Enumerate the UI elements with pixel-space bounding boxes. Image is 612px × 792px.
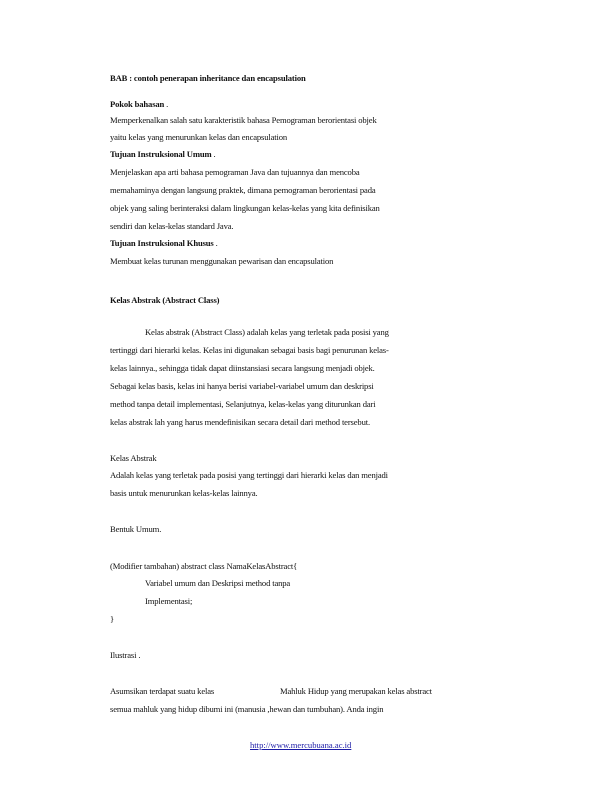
chapter-heading: BAB : contoh penerapan inheritance dan encapsulation — [110, 73, 306, 83]
code-line: } — [110, 614, 114, 624]
pokok-bahasan-line: yaitu kelas yang menurunkan kelas dan encapsulation — [110, 132, 288, 142]
footer-link[interactable]: http://www.mercubuana.ac.id — [250, 740, 352, 750]
tujuan-umum-line: memahaminya dengan langsung praktek, dimana pemograman berorientasi pada — [110, 185, 376, 195]
pokok-bahasan-heading — [110, 99, 168, 109]
tujuan-umum-line: sendiri dan kelas-kelas standard Java. — [110, 221, 234, 231]
paragraph-line: Sebagai kelas basis, kelas ini hanya berisi variabel-variabel umum dan deskripsi — [110, 381, 374, 391]
kelas-abstrak-line: basis untuk menurunkan kelas-kelas lainnya. — [110, 488, 258, 498]
paragraph-line: kelas lainnya., sehingga tidak dapat diinstansiasi secara langsung menjadi objek. — [110, 363, 375, 373]
pokok-bahasan-label: Pokok bahasan — [110, 99, 165, 109]
tujuan-khusus-line: Membuat kelas turunan menggunakan pewarisan dan encapsulation — [110, 256, 334, 266]
paragraph-line: tertinggi dari hierarki kelas. Kelas ini digunakan sebagai basis bagi penurunan kelas- — [110, 345, 389, 355]
asumsi-line — [110, 686, 432, 696]
tujuan-umum-heading — [110, 149, 216, 159]
asumsi-part2: Mahluk Hidup yang merupakan kelas abstract — [280, 686, 432, 696]
paragraph-line: kelas abstrak lah yang harus mendefinisikan secara detail dari method tersebut. — [110, 417, 370, 427]
tujuan-umum-label: Tujuan Instruksional Umum — [110, 149, 212, 159]
kelas-abstrak-line: Adalah kelas yang terletak pada posisi yang tertinggi dari hierarki kelas dan menjadi — [110, 470, 388, 480]
tujuan-umum-line: objek yang saling berinteraksi dalam lingkungan kelas-kelas yang kita definisikan — [110, 203, 380, 213]
tujuan-umum-line: Menjelaskan apa arti bahasa pemograman Java dan tujuannya dan mencoba — [110, 167, 360, 177]
paragraph-line: method tanpa detail implementasi, Selanjutnya, kelas-kelas yang diturunkan dari — [110, 399, 376, 409]
kelas-abstrak-title: Kelas Abstrak — [110, 453, 157, 463]
paragraph-line: Kelas abstrak (Abstract Class) adalah kelas yang terletak pada posisi yang — [145, 327, 389, 337]
pokok-bahasan-line: Memperkenalkan salah satu karakteristik bahasa Pemograman berorientasi objek — [110, 115, 377, 125]
ilustrasi-label: Ilustrasi . — [110, 650, 141, 660]
code-line: Variabel umum dan Deskripsi method tanpa — [145, 578, 291, 588]
tujuan-khusus-label: Tujuan Instruksional Khusus — [110, 238, 214, 248]
asumsi-part1: Asumsikan terdapat suatu kelas — [110, 686, 215, 696]
code-line: (Modifier tambahan) abstract class NamaKelasAbstract{ — [110, 561, 298, 571]
tujuan-khusus-suffix: . — [213, 238, 218, 248]
asumsi-line: semua mahluk yang hidup dibumi ini (manusia ,hewan dan tumbuhan). Anda ingin — [110, 704, 384, 714]
code-line: Implementasi; — [145, 596, 193, 606]
bentuk-umum-label: Bentuk Umum. — [110, 524, 162, 534]
tujuan-khusus-heading — [110, 238, 218, 248]
tujuan-umum-suffix: . — [211, 149, 216, 159]
pokok-bahasan-suffix: . — [164, 99, 169, 109]
section-title: Kelas Abstrak (Abstract Class) — [110, 295, 220, 305]
